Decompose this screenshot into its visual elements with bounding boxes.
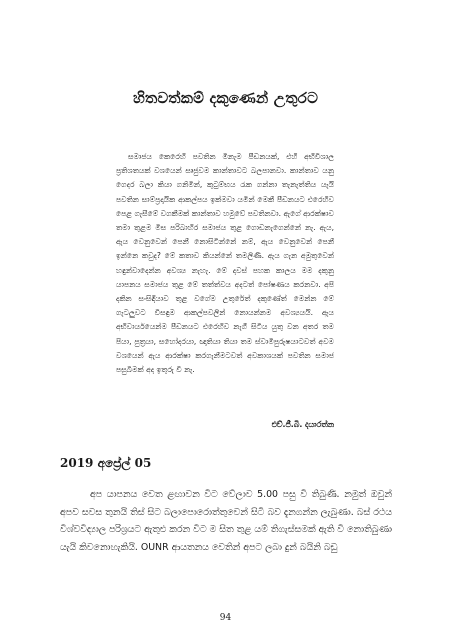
body-paragraph: අප යාපනය වෙත ළඟාවන විට වේලාව 5.00 පසු වී තිබුණි. නමුත් ඔවුන් අපව සවස තුනයි තිස් සිට බලාපොරොත්තුවෙන් සිටි බව දැනගන්න ලැබුණා. බස් රථය විශ්වවිද්‍යාල පරිශ්‍රයට ඇතුළු කරන විට ම සිත තුළ යම් තිගැස්සමක් ඇති වී නොතිබුණා යැයි කිවනොහැකියි. OUNR ආයතනය වෙතින් අපට ලබා දුන් බයිනි බඩු [60, 489, 393, 553]
page-number: 94 [219, 613, 232, 623]
quote-paragraph: සමාජය කෙරෙහි පවතින මිනැම පීඩනයක්, එහි අභිවිශාල ප්‍රතිශතයක් වශයෙන් සෘජුවම කාන්තාවට බලපානවා. කාන්තාව යනු ගෙදර බලා කියා ගනිමින්, කුටුම්භය රැක ගන්නා තැනැත්තිය යැයි පවතින සාම්ප්‍රදායික ආකල්පය ඉක්මවා යමින් මෙකී පීඩනයට එරෙහිව පෙළ ගැසීමේ වගකීමක් කාන්තාව හමුවේ පවතිනවා. ඇගේ ආරක්ෂාව තමා තුළම මිස පරිබාහිර සමාජය තුළ ගොඩනැගෙන්නේ නැ. ඇය, ඇය වෙනුවෙන් පෙනී නොසිටින්නේ නම්, ඇය වෙනුවෙන් පෙනී ඉන්නෙ කවුද? මේ කතාව කියන්නේ තමලිණි. ඇය ගැන අමුතුවෙන් හඳුන්වාදෙන්න අවශ්‍ය නැහැ. මේ දවස් පහක කාලය මම දකුනු යාපනය සමාජය තුළ මේ තත්ත්වය අදටත් පෝෂණය කරනවා. අපි දකින සංසිඳියාව තුළ වගේම උතුරේත් දකුණේත් මෙන්න මේ ගැටලුවට විසඳුම ආකල්පවලින් නොයන්නම අවශ්‍යයයි. ඇය අභිවාර්යයෙන්ම පීඩනයට එරෙහිව නැගී සිටිය යුතු වන අතර තම පියා, පුත්‍රයා, සහෝදරයා, ඥාතියා තියා තම ස්වාමිපුරුෂයාටවත් අවම වශයෙන් ඇය ආරක්ෂා කරගැනීමටවත් අවකාශයක් පවතින සමාජ පසුබිමක් අද ඉතුරු වී නැ. [116, 152, 334, 375]
quote-block [116, 150, 334, 377]
body-text [60, 486, 392, 556]
page-title: හිතවත්කම් දකුණෙන් උතුරට [132, 89, 319, 107]
date-heading: 2019 අප්‍රේල් 05 [60, 456, 152, 470]
quote-signature: එච්.ජී.බී. දයාරත්න [271, 420, 334, 429]
